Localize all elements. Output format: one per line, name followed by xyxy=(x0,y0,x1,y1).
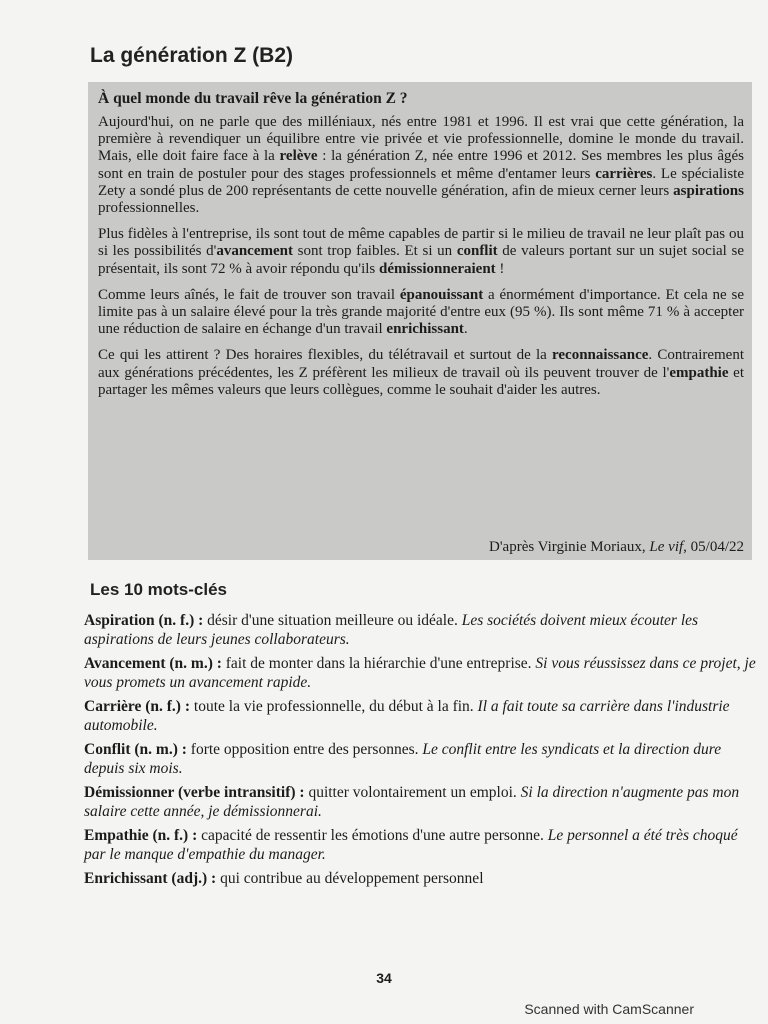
p4-keyword-1: reconnaissance xyxy=(552,347,649,364)
glossary-example: Si la direction n'augmente pas mon salaire cette année, je démissionnerai. xyxy=(84,784,740,820)
glossary-entry xyxy=(84,655,760,692)
p4-text-1: Ce qui les attirent ? Des horaires flexibles, du télétravail et surtout de la xyxy=(98,347,553,364)
glossary-term: Carrière (n. f.) : xyxy=(84,698,191,715)
glossary-term: Empathie (n. f.) : xyxy=(84,827,198,844)
p1-text-2: : la génération Z, née entre 1996 et 2012. Ses membres les plus âgés sont en train de postuler pour des stages professionnels et même d'entamer leurs xyxy=(98,148,744,182)
glossary-example: Le conflit entre les syndicats et la direction dure depuis six mois. xyxy=(84,741,722,777)
p1-keyword-3: aspirations xyxy=(673,182,744,199)
p3-keyword-2: enrichissant xyxy=(386,321,464,338)
article-paragraph-4 xyxy=(98,347,744,399)
glossary-definition: forte opposition entre des personnes. xyxy=(186,741,423,758)
glossary-definition: toute la vie professionnelle, du début à la fin. xyxy=(190,698,478,715)
p2-keyword-3: démissionneraient xyxy=(379,260,496,277)
p2-text-4: ! xyxy=(495,260,505,277)
article-paragraph-2 xyxy=(98,226,744,278)
p3-text-1: Comme leurs aînés, le fait de trouver son travail xyxy=(98,286,400,303)
p2-keyword-1: avancement xyxy=(216,243,293,260)
article-box xyxy=(88,82,752,560)
glossary-entry xyxy=(84,870,760,889)
glossary-entry xyxy=(84,784,760,821)
glossary-entry xyxy=(84,741,760,778)
glossary-term: Avancement (n. m.) : xyxy=(84,655,222,672)
article-source xyxy=(489,539,744,556)
glossary-definition: qui contribue au développement personnel xyxy=(216,870,484,887)
p1-text-4: professionnelles. xyxy=(98,200,200,217)
p2-keyword-2: conflit xyxy=(456,243,498,260)
p2-text-1: Plus fidèles à l'entreprise, ils sont tout de même capables de partir si le milieu de travail ne leur plaît pas ou si les possibilités d' xyxy=(98,226,744,260)
p3-keyword-1: épanouissant xyxy=(399,286,484,303)
p4-text-3: et partager les mêmes valeurs que leurs collègues, comme le souhait d'aider les autres. xyxy=(98,364,744,398)
p1-text-3: . Le spécialiste Zety a sondé plus de 200 représentants de cette nouvelle génération, afin de mieux cerner leurs xyxy=(98,165,744,199)
source-publication: Le vif xyxy=(649,539,684,555)
glossary-definition: désir d'une situation meilleure ou idéale. xyxy=(203,612,462,629)
article-paragraph-1 xyxy=(98,114,744,217)
p4-keyword-2: empathie xyxy=(669,364,729,381)
glossary-term: Conflit (n. m.) : xyxy=(84,741,187,758)
article-paragraph-3 xyxy=(98,287,744,339)
glossary-term: Démissionner (verbe intransitif) : xyxy=(84,784,305,801)
glossary-list xyxy=(84,612,760,895)
scanner-watermark: Scanned with CamScanner xyxy=(524,1001,694,1017)
glossary-example: Si vous réussissez dans ce projet, je vous promets un avancement rapide. xyxy=(84,655,756,691)
glossary-definition: quitter volontairement un emploi. xyxy=(304,784,521,801)
p2-text-2: sont trop faibles. Et si un xyxy=(293,243,457,260)
page-title: La génération Z (B2) xyxy=(90,44,294,67)
source-prefix: D'après Virginie Moriaux, xyxy=(489,539,650,555)
p3-text-2: a énormément d'importance. Et cela ne se limite pas à un salaire élevé pour la très grande majorité d'entre eux (95 %). Ils sont même 71 % à accepter une réduction de salaire en échange d'un travail xyxy=(98,286,744,338)
p1-keyword-2: carrières xyxy=(595,165,653,182)
p3-text-3: . xyxy=(463,321,468,338)
glossary-title: Les 10 mots-clés xyxy=(90,580,228,599)
glossary-entry xyxy=(84,827,760,864)
source-date: , 05/04/22 xyxy=(683,539,744,555)
glossary-entry xyxy=(84,612,760,649)
glossary-definition: fait de monter dans la hiérarchie d'une entreprise. xyxy=(221,655,536,672)
glossary-example: Les sociétés doivent mieux écouter les aspirations de leurs jeunes collaborateurs. xyxy=(84,612,699,648)
glossary-term: Enrichissant (adj.) : xyxy=(84,870,217,887)
glossary-example: Le personnel a été très choqué par le manque d'empathie du manager. xyxy=(84,827,738,863)
glossary-example: Il a fait toute sa carrière dans l'industrie automobile. xyxy=(84,698,730,734)
glossary-term: Aspiration (n. f.) : xyxy=(84,612,204,629)
article-title: À quel monde du travail rêve la génération Z ? xyxy=(98,90,408,107)
page-number: 34 xyxy=(376,970,392,986)
glossary-entry xyxy=(84,698,760,735)
p4-text-2: . Contrairement aux générations précédentes, les Z préfèrent les milieux de travail où ils peuvent trouver de l' xyxy=(98,347,745,381)
p1-keyword-1: relève xyxy=(279,148,318,165)
p1-text-1: Aujourd'hui, on ne parle que des milléniaux, nés entre 1981 et 1996. Il est vrai que cette génération, la première à revendiquer un équilibre entre vie privée et vie professionnelle, domine le monde du travail. Mais, elle doit faire face à la xyxy=(98,114,744,165)
glossary-definition: capacité de ressentir les émotions d'une autre personne. xyxy=(197,827,548,844)
p2-text-3: de valeurs portant sur un sujet social se présentait, ils sont 72 % à avoir répondu qu'ils xyxy=(98,243,744,277)
